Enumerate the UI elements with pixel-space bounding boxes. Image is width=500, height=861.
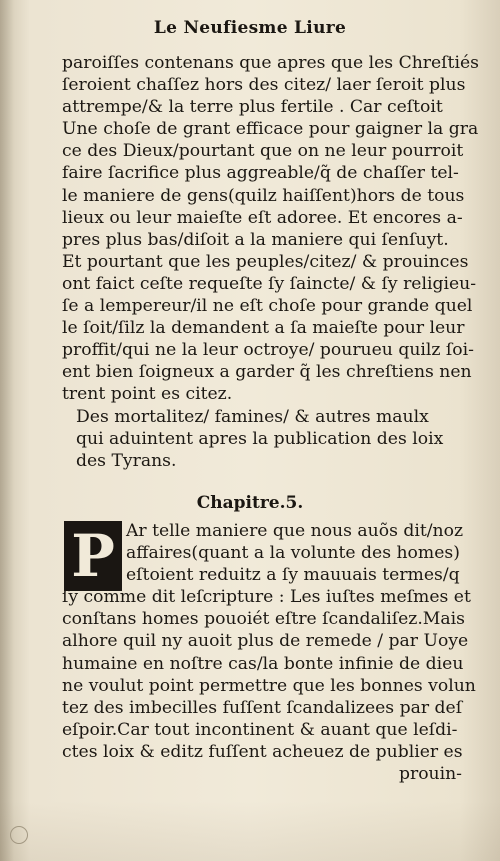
chapter-line: ſy comme dit leſcripture : Les iuſtes meſmes et (62, 587, 471, 608)
section-heading-line: qui aduintent apres la publication des loix (76, 428, 444, 449)
text-line: ont faict ceſte requeſte ſy ſaincte/ & ſy religieu- (62, 273, 477, 294)
text-line: faire ſacrifice plus aggreable/q̃ de chaſſer tel- (62, 163, 459, 184)
text-line: ſeroient chaſſez hors des citez/ laer ſeroit plus (62, 75, 466, 96)
chapter-line: conſtans homes pouoiét eſtre ſcandaliſez.Mais (62, 609, 465, 630)
margin-ring-mark (10, 826, 28, 844)
chapter-text (62, 520, 480, 785)
text-line: trent point es citez. (62, 384, 233, 405)
text-line: le maniere de gens(quilz haiſſent)hors de tous (62, 185, 465, 206)
catchword: prouin- (398, 764, 462, 785)
text-line: Et pourtant que les peuples/citez/ & prouinces (62, 251, 469, 272)
drop-cap-initial: P (64, 521, 122, 591)
text-line: pres plus bas/diſoit a la maniere qui ſenſuyt. (62, 229, 449, 250)
section-heading-line: des Tyrans. (76, 450, 177, 471)
chapter-line: ctes loix & editz fuſſent acheuez de publier es (62, 741, 463, 762)
section-heading-line: Des mortalitez/ famines/ & autres maulx (76, 406, 429, 427)
chapter-title: Chapitre.5. (196, 493, 304, 513)
chapter-line: eſtoient reduitz a ſy mauuais termes/q (126, 565, 460, 586)
chapter-line: eſpoir.Car tout incontinent & auant que leſdi- (62, 719, 458, 740)
chapter-line: Ar telle maniere que nous auõs dit/noz (126, 521, 464, 541)
body-text (62, 52, 480, 472)
chapter-line: tez des imbecilles fuſſent ſcandalizees par deſ (62, 697, 463, 718)
text-line: lieux ou leur maieſte eſt adoree. Et encores a- (62, 207, 463, 228)
text-line: proffit/qui ne la leur octroye/ pourueu quilz ſoi- (62, 340, 474, 361)
gutter-shadow (0, 0, 14, 861)
text-line: ce des Dieux/pourtant que on ne leur pourroit (62, 141, 464, 162)
chapter-line: alhore quil ny auoit plus de remede / par Uoye (62, 631, 469, 652)
text-line: ent bien ſoigneux a garder q̃ les chreſtiens nen (62, 362, 472, 383)
chapter-line: affaires(quant a la volunte des homes) (126, 543, 460, 564)
chapter-line: ne voulut point permettre que les bonnes volun (62, 675, 476, 696)
chapter-line: humaine en noſtre cas/la bonte infinie de dieu (62, 653, 464, 674)
running-head: Le Neufiesme Liure (153, 18, 347, 38)
text-line: le ſoit/ſilz la demandent a ſa maieſte pour leur (62, 318, 465, 339)
text-line: ſe a lempereur/il ne eſt choſe pour grande quel (62, 296, 473, 317)
text-line: paroiſſes contenans que apres que les Chreſtiés (62, 53, 479, 73)
text-line: attrempe/& la terre plus fertile . Car ceſtoit (62, 97, 443, 118)
text-line: Une choſe de grant efficace pour gaigner la gra (62, 119, 479, 140)
